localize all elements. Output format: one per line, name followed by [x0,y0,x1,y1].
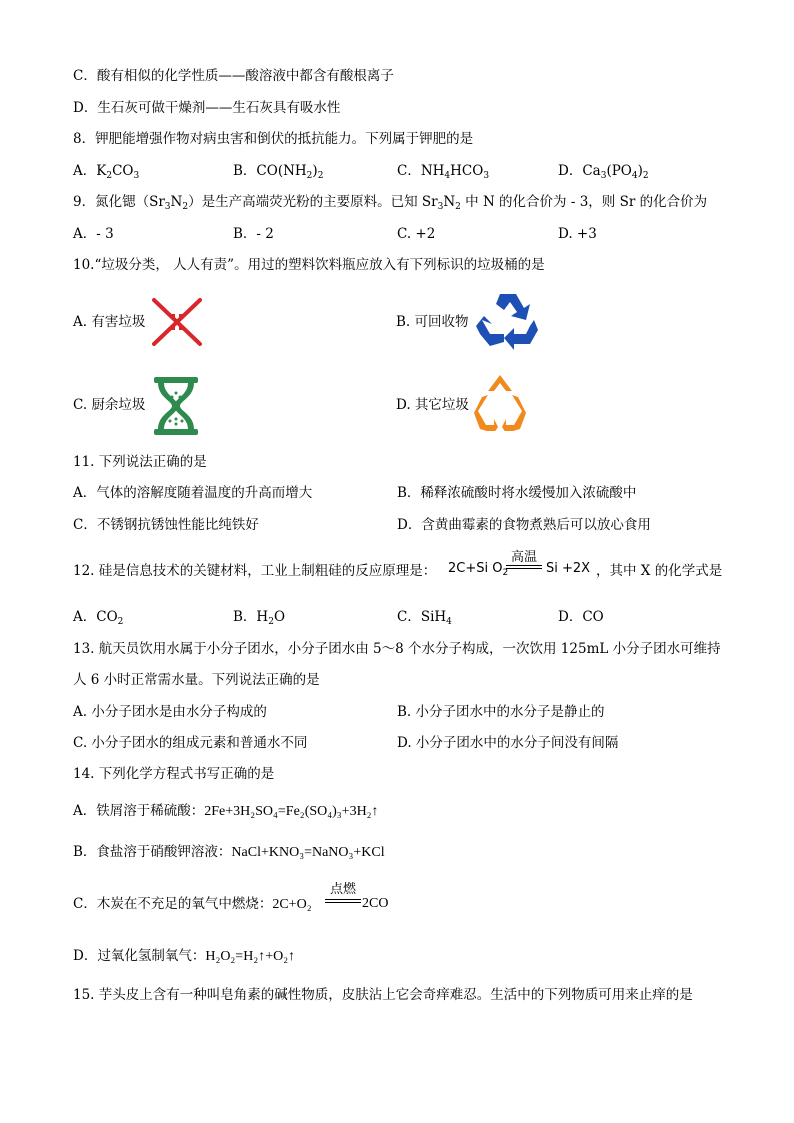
q14-c-equals-sign [325,899,361,903]
q7-option-d: D．生石灰可做干燥剂——生石灰具有吸水性 [73,100,341,116]
q11-option-d: D．含黄曲霉素的食物煮熟后可以放心食用 [397,517,651,533]
q12-condition: 高温 [510,550,537,565]
q14-c-condition: 点燃 [329,882,356,897]
q11-option-c: C．不锈钢抗锈蚀性能比纯铁好 [73,517,259,533]
other-waste-icon [474,373,526,431]
q10-option-c: C. 厨余垃圾 [73,397,146,413]
q12-question-tail: ，其中 X 的化学式是 [596,563,723,579]
q10-stem: 10.“垃圾分类， 人人有责”。用过的塑料饮料瓶应放入有下列标识的垃圾桶的是 [73,257,545,273]
q14-c-product: 2CO [362,896,389,911]
q11-stem: 11. 下列说法正确的是 [73,454,207,470]
q12-option-d: D．CO [558,609,604,625]
q14-option-a: A．铁屑溶于稀硫酸：2Fe+3H₂SO₄=Fe₂(SO₄)₃+3H₂↑ [73,803,379,819]
q8-option-a: A．$K_2CO_3$ [73,163,140,181]
q10-option-a: A. 有害垃圾 [73,314,146,330]
q8-option-c: C．$NH_4HCO_3$ [397,163,490,181]
q14-option-c: C．木炭在不充足的氧气中燃烧：2C+O₂ [73,896,312,912]
q12-option-a: A．$CO_2$ [73,609,124,627]
q12-equals-sign [506,565,542,569]
q10-option-b: B. 可回收物 [396,314,469,330]
q15-stem: 15. 芋头皮上含有一种叫皂角素的碱性物质，皮肤沾上它会奇痒难忍。生活中的下列物质可用来止痒的是 [73,987,693,1003]
q12-equation-rhs: Si +2X [546,561,591,576]
q9-stem: 9．氮化锶$(Sr_3N_2)$是生产高端荧光粉的主要原料。已知 $Sr_3N_2$ 中 N 的化合价为 - 3，则 Sr 的化合价为 [73,194,708,212]
q9-option-d: D. +3 [558,226,597,242]
q13-stem-line2: 人 6 小时正常需水量。下列说法正确的是 [73,672,320,688]
q14-option-b: B．食盐溶于硝酸钾溶液：NaCl+KNO₃=NaNO₃+KCl [73,844,385,860]
q13-option-a: A. 小分子团水是由水分子构成的 [73,704,267,720]
q13-option-d: D. 小分子团水中的水分子间没有间隔 [397,735,619,751]
q14-stem: 14. 下列化学方程式书写正确的是 [73,766,275,782]
q9-option-c: C. +2 [397,226,436,242]
q8-option-d: D．$Ca_3(PO_4)_2$ [558,163,649,181]
q12-stem: 12. 硅是信息技术的关键材料，工业上制粗硅的反应原理是： [73,563,437,579]
q7-option-c: C．酸有相似的化学性质——酸溶液中都含有酸根离子 [73,68,394,84]
q11-option-b: B．稀释浓硫酸时将水缓慢加入浓硫酸中 [397,485,637,501]
q9-option-a: A．- 3 [73,226,114,242]
hazardous-waste-icon [148,294,206,350]
kitchen-waste-icon [150,375,202,437]
q8-option-b: B．$CO(NH_2)_2$ [233,163,324,181]
recycle-icon [476,290,540,352]
q11-option-a: A．气体的溶解度随着温度的升高而增大 [73,485,313,501]
q9-option-b: B．- 2 [233,226,274,242]
q12-option-b: B．$H_2O$ [233,609,286,627]
q13-stem-line1: 13. 航天员饮用水属于小分子团水，小分子团水由 5～8 个水分子构成，一次饮用 125mL 小分子团水可维持 [73,641,721,657]
q14-option-d: D．过氧化氢制氧气：H₂O₂=H₂↑+O₂↑ [73,948,296,964]
q13-option-c: C. 小分子团水的组成元素和普通水不同 [73,735,308,751]
q12-equation-lhs: 2C+Si $O_2$ [448,561,509,578]
q8-stem: 8．钾肥能增强作物对病虫害和倒伏的抵抗能力。下列属于钾肥的是 [73,131,474,147]
q12-option-c: C．SiH$_4$ [397,609,452,627]
q10-option-d: D. 其它垃圾 [396,397,469,413]
q13-option-b: B. 小分子团水中的水分子是静止的 [397,704,605,720]
